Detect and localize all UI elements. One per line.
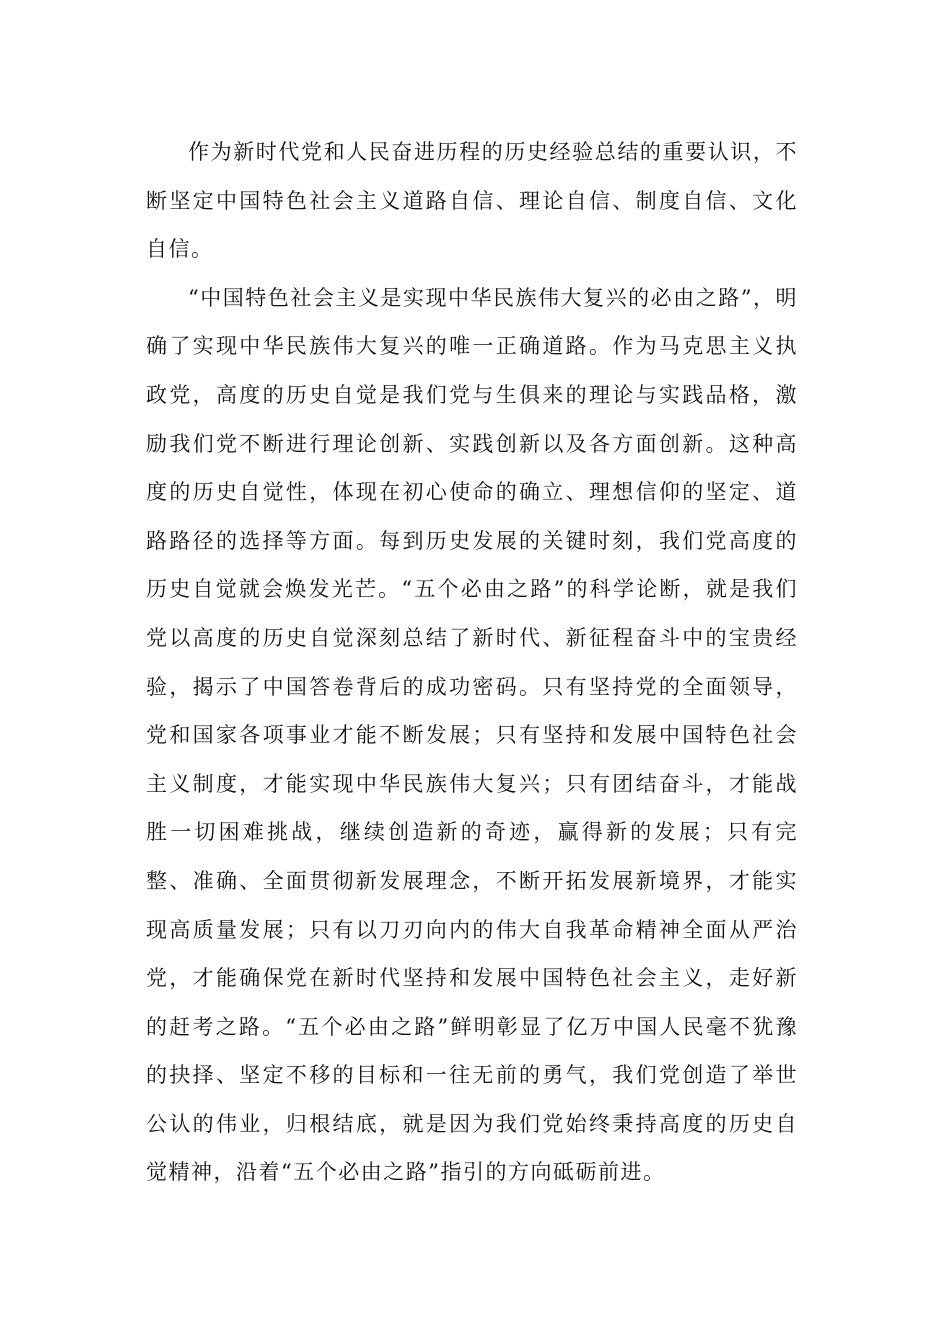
- document-body: [146, 128, 798, 1197]
- paragraph-2: “中国特色社会主义是实现中华民族伟大复兴的必由之路”，明确了实现中华民族伟大复兴的唯一正确道路。作为马克思主义执政党，高度的历史自觉是我们党与生俱来的理论与实践品格，激励我们党不断进行理论创新、实践创新以及各方面创新。这种高度的历史自觉性，体现在初心使命的确立、理想信仰的坚定、道路路径的选择等方面。每到历史发展的关键时刻，我们党高度的历史自觉就会焕发光芒。“五个必由之路”的科学论断，就是我们党以高度的历史自觉深刻总结了新时代、新征程奋斗中的宝贵经验，揭示了中国答卷背后的成功密码。只有坚持党的全面领导，党和国家各项事业才能不断发展；只有坚持和发展中国特色社会主义制度，才能实现中华民族伟大复兴；只有团结奋斗，才能战胜一切困难挑战，继续创造新的奇迹，赢得新的发展；只有完整、准确、全面贯彻新发展理念，不断开拓发展新境界，才能实现高质量发展；只有以刀刃向内的伟大自我革命精神全面从严治党，才能确保党在新时代坚持和发展中国特色社会主义，走好新的赶考之路。“五个必由之路”鲜明彰显了亿万中国人民毫不犹豫的抉择、坚定不移的目标和一往无前的勇气，我们党创造了举世公认的伟业，归根结底，就是因为我们党始终秉持高度的历史自觉精神，沿着“五个必由之路”指引的方向砥砺前进。: [146, 285, 798, 1185]
- paragraph-1: 作为新时代党和人民奋进历程的历史经验总结的重要认识，不断坚定中国特色社会主义道路自信、理论自信、制度自信、文化自信。: [146, 140, 798, 262]
